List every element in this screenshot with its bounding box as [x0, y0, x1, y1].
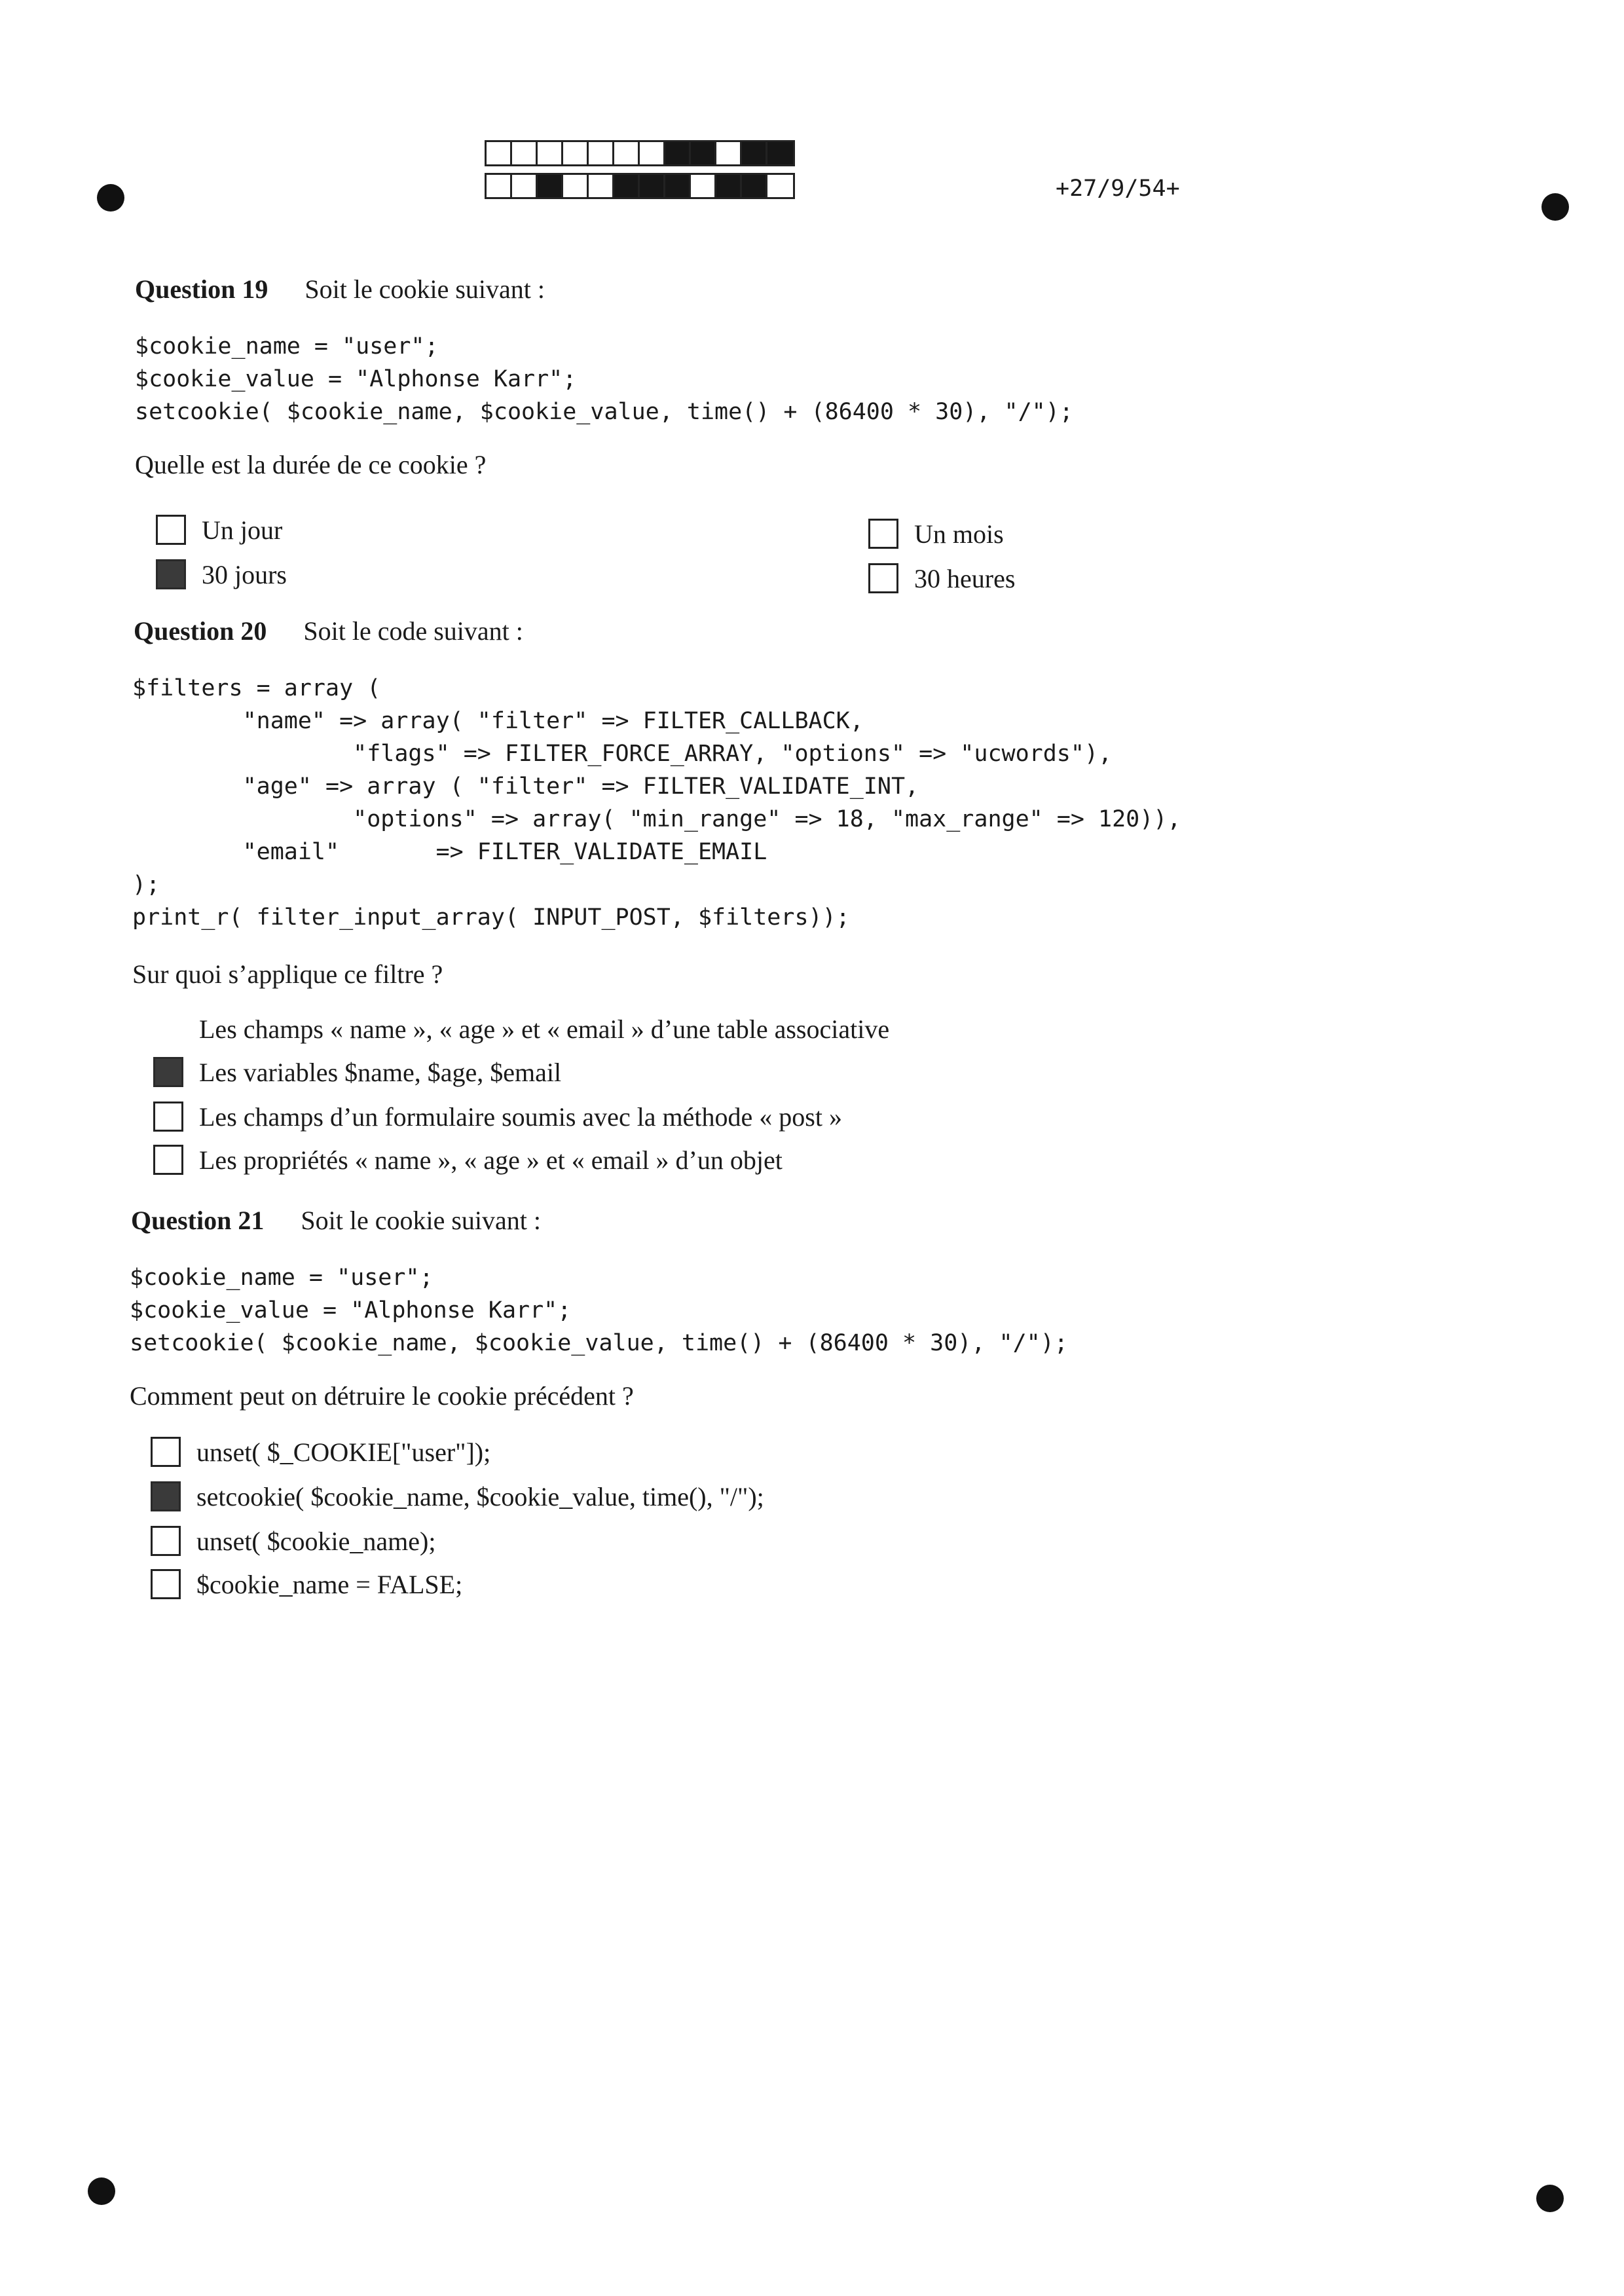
q21-option-4[interactable] — [151, 1568, 462, 1601]
q20-option-1[interactable] — [153, 1012, 889, 1045]
page-code-cell-9 — [691, 142, 716, 164]
q21-option-3[interactable] — [151, 1525, 435, 1557]
q19-option-4-label: 30 heures — [914, 563, 1016, 593]
page-code-cell-5 — [589, 175, 614, 197]
checkbox-checked[interactable] — [153, 1057, 183, 1087]
question-20-title: Soit le code suivant : — [303, 616, 523, 646]
checkbox-missing — [153, 1014, 183, 1044]
checkbox-checked[interactable] — [156, 559, 186, 589]
page-code-cell-1 — [487, 142, 512, 164]
q21-option-2-label: setcookie( $cookie_name, $cookie_value, time(), "/"); — [196, 1481, 764, 1511]
q19-option-3[interactable] — [868, 517, 1004, 550]
question-19-header — [135, 274, 545, 305]
checkbox[interactable] — [156, 515, 186, 545]
question-21-header — [131, 1205, 541, 1236]
question-20-header — [134, 616, 523, 646]
checkbox[interactable] — [868, 563, 898, 593]
checkbox[interactable] — [151, 1437, 181, 1467]
page-code-cell-4 — [563, 175, 589, 197]
page-code-cell-10 — [716, 142, 742, 164]
checkbox-checked[interactable] — [151, 1481, 181, 1511]
page-code-cell-1 — [487, 175, 512, 197]
page-code-cell-12 — [767, 142, 793, 164]
page-code-cell-5 — [589, 142, 614, 164]
page-code-cell-11 — [742, 142, 767, 164]
page-code-cell-6 — [614, 175, 640, 197]
question-21-code: $cookie_name = "user"; $cookie_value = "Alphonse Karr"; setcookie( $cookie_name, $cookie_value, time() + (86400 * 30), "/"); — [130, 1265, 1068, 1356]
page-code-cell-12 — [767, 175, 793, 197]
page-code-cell-2 — [512, 142, 538, 164]
q20-option-2-label: Les variables $name, $age, $email — [199, 1057, 562, 1087]
q19-option-1-label: Un jour — [202, 515, 283, 545]
q19-option-2[interactable] — [156, 558, 287, 591]
question-21-label: Question 21 — [131, 1206, 265, 1235]
question-19-code: $cookie_name = "user"; $cookie_value = "Alphonse Karr"; setcookie( $cookie_name, $cookie_value, time() + (86400 * 30), "/"); — [135, 333, 1073, 425]
question-20-code: $filters = array ( "name" => array( "filter" => FILTER_CALLBACK, "flags" => FILTER_FORCE_ARRAY, "options" => "ucwords"), "age" => array ( "filter" => FILTER_VALIDATE_INT, "options" => array( "min_range" => 18, "max_range" => 120)), "email" => FILTER_VALIDATE_EMAIL ); print_r( filter_input_array( INPUT_POST, $filters)); — [132, 675, 1181, 931]
question-19-prompt: Quelle est la durée de ce cookie ? — [135, 450, 487, 479]
page-id: +27/9/54+ — [1056, 176, 1180, 202]
page-code-cell-6 — [614, 142, 640, 164]
q19-option-3-label: Un mois — [914, 519, 1004, 549]
question-20-prompt: Sur quoi s’applique ce filtre ? — [132, 959, 443, 989]
question-19-label: Question 19 — [135, 274, 268, 304]
page-code-cell-7 — [640, 175, 665, 197]
q19-option-1[interactable] — [156, 513, 282, 546]
q21-option-4-label: $cookie_name = FALSE; — [196, 1569, 463, 1599]
registration-dot-top-right — [1541, 193, 1569, 221]
page-code-cell-8 — [665, 175, 691, 197]
checkbox[interactable] — [153, 1145, 183, 1175]
page-code-cell-3 — [538, 142, 563, 164]
q19-option-4[interactable] — [868, 562, 1015, 595]
page-code-row-2 — [485, 173, 795, 199]
checkbox[interactable] — [868, 519, 898, 549]
page-code-cell-2 — [512, 175, 538, 197]
q21-option-3-label: unset( $cookie_name); — [196, 1526, 436, 1556]
checkbox[interactable] — [153, 1102, 183, 1132]
page-code-cell-9 — [691, 175, 716, 197]
q20-option-4-label: Les propriétés « name », « age » et « email » d’un objet — [199, 1145, 783, 1175]
q19-option-2-label: 30 jours — [202, 559, 287, 589]
q20-option-2[interactable] — [153, 1056, 561, 1088]
checkbox[interactable] — [151, 1526, 181, 1556]
page-code-cell-4 — [563, 142, 589, 164]
question-21-prompt: Comment peut on détruire le cookie précédent ? — [130, 1381, 634, 1411]
q21-option-1-label: unset( $_COOKIE["user"]); — [196, 1437, 491, 1467]
page-code-cell-3 — [538, 175, 563, 197]
q21-option-2[interactable] — [151, 1480, 764, 1513]
q20-option-3-label: Les champs d’un formulaire soumis avec la méthode « post » — [199, 1102, 842, 1132]
page-code-cell-7 — [640, 142, 665, 164]
registration-dot-top-left — [97, 184, 124, 212]
page-code-row-1 — [485, 140, 795, 166]
question-21-title: Soit le cookie suivant : — [301, 1206, 541, 1235]
question-20-label: Question 20 — [134, 616, 267, 646]
q20-option-4[interactable] — [153, 1143, 783, 1176]
registration-dot-bottom-left — [88, 2177, 115, 2205]
checkbox[interactable] — [151, 1569, 181, 1599]
q20-option-3[interactable] — [153, 1100, 842, 1133]
page-code-cell-10 — [716, 175, 742, 197]
q21-option-1[interactable] — [151, 1435, 490, 1468]
page-code-cell-11 — [742, 175, 767, 197]
q20-option-1-label: Les champs « name », « age » et « email » d’une table associative — [199, 1014, 890, 1044]
question-19-title: Soit le cookie suivant : — [304, 274, 545, 304]
page-code-cell-8 — [665, 142, 691, 164]
registration-dot-bottom-right — [1536, 2185, 1564, 2212]
